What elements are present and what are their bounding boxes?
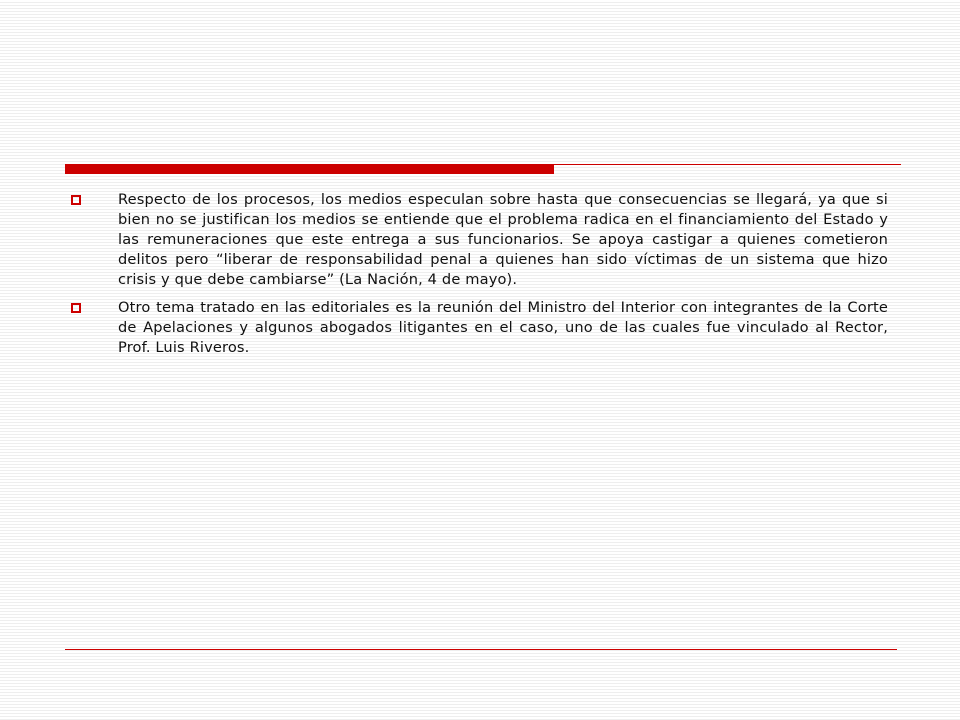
hollow-square-bullet-icon bbox=[71, 195, 81, 205]
bullet-text-2: Otro tema tratado en las editoriales es la reunión del Ministro del Interior con integrantes de la Corte de Apelaciones y algunos abogados litigantes en el caso, uno de las cuales fue vinculado al Rector, Prof. Luis Riveros. bbox=[118, 299, 888, 356]
footer-rule-line bbox=[65, 649, 897, 650]
header-accent-bar bbox=[65, 164, 554, 174]
bullet-item-1 bbox=[65, 190, 888, 290]
bullet-item-2 bbox=[65, 298, 888, 358]
header-rule-line bbox=[554, 164, 901, 165]
bullet-text-1: Respecto de los procesos, los medios especulan sobre hasta que consecuencias se llegará, ya que si bien no se justifican los medios se entiende que el problema radica en el financiamiento del Estado y las remuneraciones que este entrega a sus funcionarios. Se apoya castigar a quienes cometieron delitos pero “liberar de responsabilidad penal a quienes han sido víctimas de un sistema que hizo crisis y que debe cambiarse” (La Nación, 4 de mayo). bbox=[118, 191, 888, 288]
bullet-list bbox=[65, 190, 888, 366]
hollow-square-bullet-icon bbox=[71, 303, 81, 313]
